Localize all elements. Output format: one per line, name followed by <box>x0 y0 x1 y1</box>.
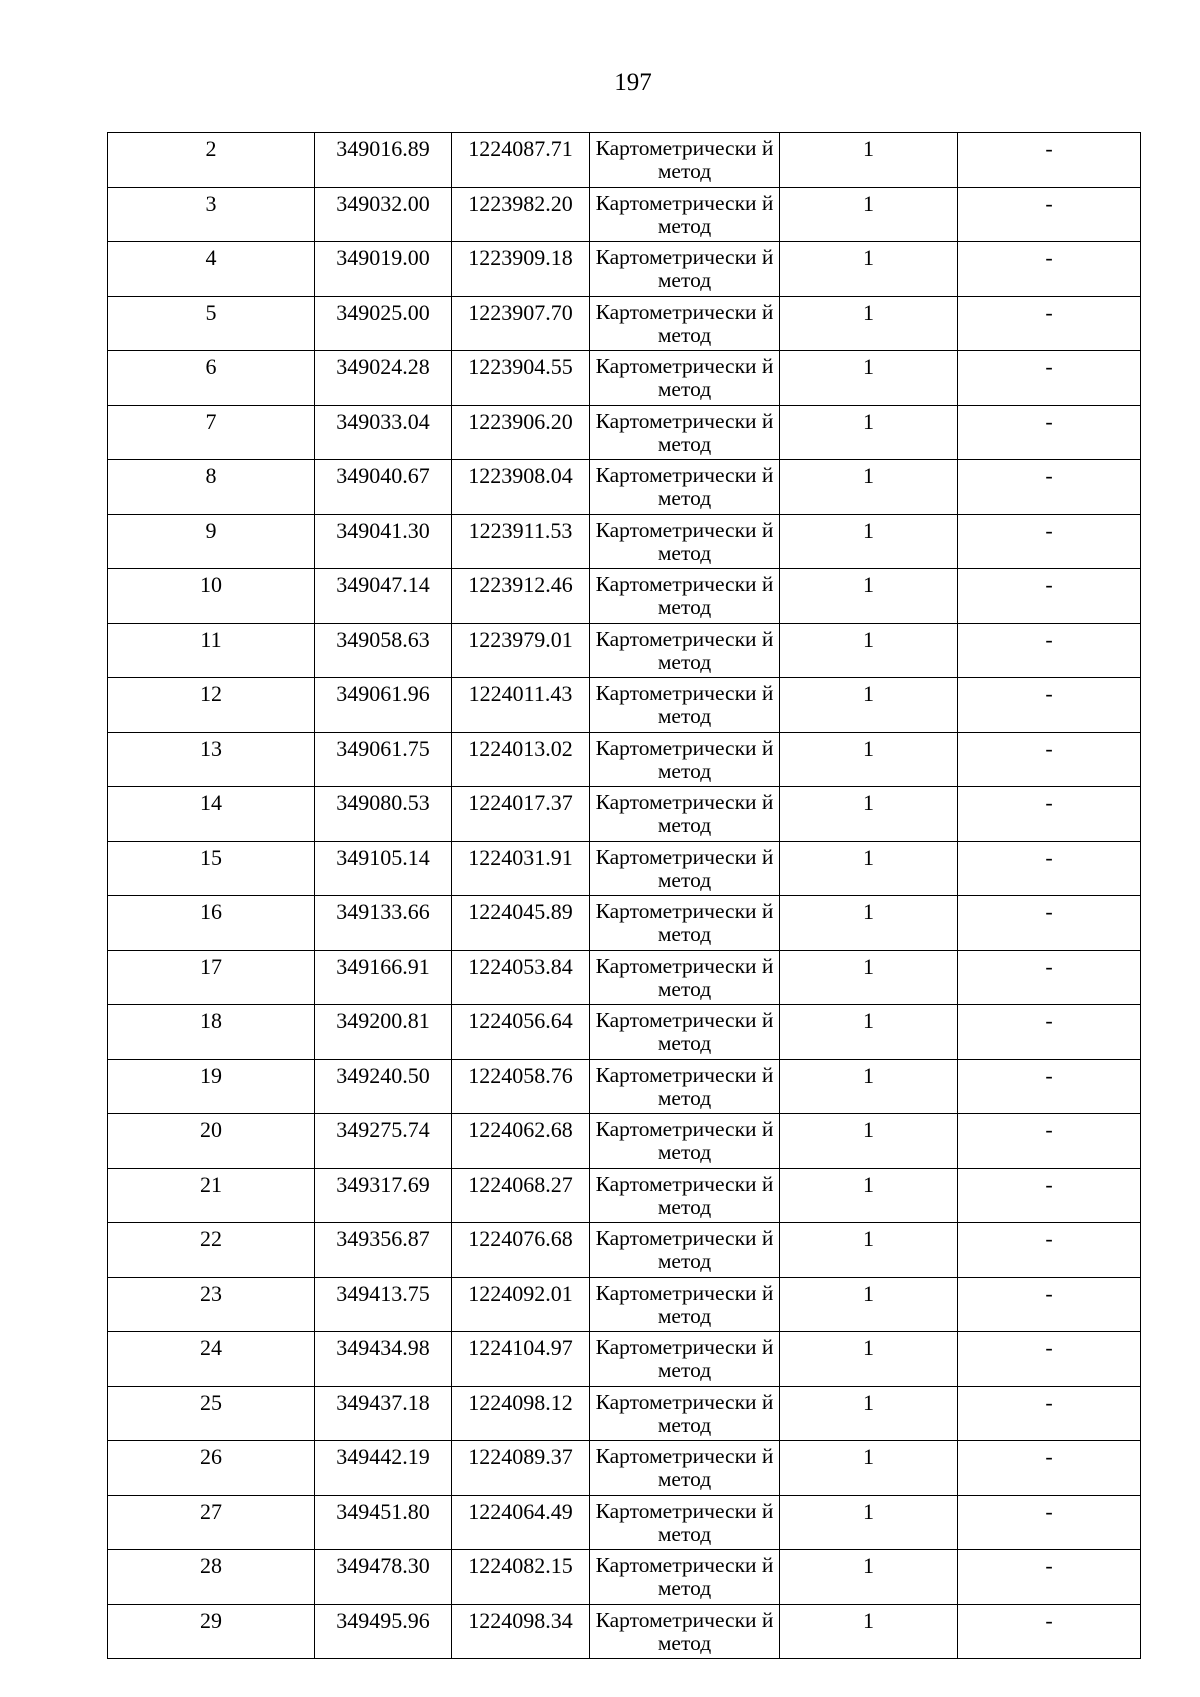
table-row <box>108 1441 1141 1496</box>
point-number-cell: 26 <box>108 1441 315 1496</box>
note-cell: - <box>958 1550 1141 1605</box>
y-coordinate-cell: 1224076.68 <box>452 1223 590 1278</box>
note-cell: - <box>958 787 1141 842</box>
x-coordinate-cell: 349025.00 <box>315 296 452 351</box>
method-cell: Картометрически й метод <box>590 514 780 569</box>
x-coordinate-cell: 349451.80 <box>315 1495 452 1550</box>
note-cell: - <box>958 1332 1141 1387</box>
accuracy-cell: 1 <box>780 1495 958 1550</box>
x-coordinate-cell: 349200.81 <box>315 1005 452 1060</box>
accuracy-cell: 1 <box>780 1168 958 1223</box>
note-cell: - <box>958 1114 1141 1169</box>
point-number-cell: 9 <box>108 514 315 569</box>
table-row <box>108 1604 1141 1659</box>
method-cell: Картометрически й метод <box>590 623 780 678</box>
point-number-cell: 29 <box>108 1604 315 1659</box>
coordinates-table <box>107 132 1141 1659</box>
y-coordinate-cell: 1224058.76 <box>452 1059 590 1114</box>
note-cell: - <box>958 296 1141 351</box>
accuracy-cell: 1 <box>780 623 958 678</box>
x-coordinate-cell: 349041.30 <box>315 514 452 569</box>
point-number-cell: 2 <box>108 133 315 188</box>
x-coordinate-cell: 349434.98 <box>315 1332 452 1387</box>
table-row <box>108 1114 1141 1169</box>
point-number-cell: 19 <box>108 1059 315 1114</box>
note-cell: - <box>958 514 1141 569</box>
note-cell: - <box>958 1441 1141 1496</box>
method-cell: Картометрически й метод <box>590 950 780 1005</box>
y-coordinate-cell: 1224087.71 <box>452 133 590 188</box>
point-number-cell: 23 <box>108 1277 315 1332</box>
x-coordinate-cell: 349495.96 <box>315 1604 452 1659</box>
x-coordinate-cell: 349105.14 <box>315 841 452 896</box>
note-cell: - <box>958 569 1141 624</box>
x-coordinate-cell: 349133.66 <box>315 896 452 951</box>
table-row <box>108 1277 1141 1332</box>
table-row <box>108 950 1141 1005</box>
y-coordinate-cell: 1223904.55 <box>452 351 590 406</box>
note-cell: - <box>958 841 1141 896</box>
point-number-cell: 12 <box>108 678 315 733</box>
point-number-cell: 25 <box>108 1386 315 1441</box>
point-number-cell: 11 <box>108 623 315 678</box>
page-number: 197 <box>614 69 652 96</box>
method-cell: Картометрически й метод <box>590 133 780 188</box>
table-row <box>108 841 1141 896</box>
method-cell: Картометрически й метод <box>590 841 780 896</box>
x-coordinate-cell: 349275.74 <box>315 1114 452 1169</box>
table-row <box>108 732 1141 787</box>
note-cell: - <box>958 1386 1141 1441</box>
table-row <box>108 133 1141 188</box>
y-coordinate-cell: 1224089.37 <box>452 1441 590 1496</box>
table-row <box>108 1168 1141 1223</box>
y-coordinate-cell: 1224011.43 <box>452 678 590 733</box>
note-cell: - <box>958 1277 1141 1332</box>
y-coordinate-cell: 1224031.91 <box>452 841 590 896</box>
table-row <box>108 787 1141 842</box>
table-row <box>108 1059 1141 1114</box>
y-coordinate-cell: 1223979.01 <box>452 623 590 678</box>
note-cell: - <box>958 623 1141 678</box>
accuracy-cell: 1 <box>780 296 958 351</box>
note-cell: - <box>958 1059 1141 1114</box>
x-coordinate-cell: 349016.89 <box>315 133 452 188</box>
accuracy-cell: 1 <box>780 1005 958 1060</box>
note-cell: - <box>958 1168 1141 1223</box>
method-cell: Картометрически й метод <box>590 1332 780 1387</box>
accuracy-cell: 1 <box>780 1059 958 1114</box>
note-cell: - <box>958 460 1141 515</box>
method-cell: Картометрически й метод <box>590 1386 780 1441</box>
point-number-cell: 8 <box>108 460 315 515</box>
note-cell: - <box>958 242 1141 297</box>
point-number-cell: 13 <box>108 732 315 787</box>
table-row <box>108 623 1141 678</box>
x-coordinate-cell: 349019.00 <box>315 242 452 297</box>
point-number-cell: 18 <box>108 1005 315 1060</box>
accuracy-cell: 1 <box>780 187 958 242</box>
y-coordinate-cell: 1224053.84 <box>452 950 590 1005</box>
x-coordinate-cell: 349166.91 <box>315 950 452 1005</box>
x-coordinate-cell: 349317.69 <box>315 1168 452 1223</box>
point-number-cell: 17 <box>108 950 315 1005</box>
table-row <box>108 242 1141 297</box>
x-coordinate-cell: 349033.04 <box>315 405 452 460</box>
note-cell: - <box>958 950 1141 1005</box>
method-cell: Картометрически й метод <box>590 242 780 297</box>
method-cell: Картометрически й метод <box>590 1059 780 1114</box>
y-coordinate-cell: 1223907.70 <box>452 296 590 351</box>
x-coordinate-cell: 349356.87 <box>315 1223 452 1278</box>
table-row <box>108 1223 1141 1278</box>
table-row <box>108 1005 1141 1060</box>
method-cell: Картометрически й метод <box>590 296 780 351</box>
y-coordinate-cell: 1224056.64 <box>452 1005 590 1060</box>
table-row <box>108 1550 1141 1605</box>
accuracy-cell: 1 <box>780 732 958 787</box>
y-coordinate-cell: 1224082.15 <box>452 1550 590 1605</box>
table-row <box>108 1332 1141 1387</box>
x-coordinate-cell: 349040.67 <box>315 460 452 515</box>
method-cell: Картометрически й метод <box>590 405 780 460</box>
x-coordinate-cell: 349437.18 <box>315 1386 452 1441</box>
accuracy-cell: 1 <box>780 242 958 297</box>
method-cell: Картометрически й метод <box>590 1495 780 1550</box>
x-coordinate-cell: 349061.75 <box>315 732 452 787</box>
method-cell: Картометрически й метод <box>590 1168 780 1223</box>
note-cell: - <box>958 351 1141 406</box>
method-cell: Картометрически й метод <box>590 1277 780 1332</box>
y-coordinate-cell: 1224098.34 <box>452 1604 590 1659</box>
point-number-cell: 3 <box>108 187 315 242</box>
accuracy-cell: 1 <box>780 133 958 188</box>
y-coordinate-cell: 1224017.37 <box>452 787 590 842</box>
table-row <box>108 460 1141 515</box>
y-coordinate-cell: 1223982.20 <box>452 187 590 242</box>
accuracy-cell: 1 <box>780 1223 958 1278</box>
note-cell: - <box>958 1495 1141 1550</box>
accuracy-cell: 1 <box>780 1277 958 1332</box>
accuracy-cell: 1 <box>780 569 958 624</box>
table-row <box>108 896 1141 951</box>
note-cell: - <box>958 1005 1141 1060</box>
x-coordinate-cell: 349478.30 <box>315 1550 452 1605</box>
accuracy-cell: 1 <box>780 841 958 896</box>
y-coordinate-cell: 1224092.01 <box>452 1277 590 1332</box>
point-number-cell: 15 <box>108 841 315 896</box>
y-coordinate-cell: 1223906.20 <box>452 405 590 460</box>
x-coordinate-cell: 349413.75 <box>315 1277 452 1332</box>
x-coordinate-cell: 349024.28 <box>315 351 452 406</box>
accuracy-cell: 1 <box>780 1386 958 1441</box>
table-row <box>108 678 1141 733</box>
point-number-cell: 16 <box>108 896 315 951</box>
point-number-cell: 22 <box>108 1223 315 1278</box>
accuracy-cell: 1 <box>780 950 958 1005</box>
y-coordinate-cell: 1223912.46 <box>452 569 590 624</box>
point-number-cell: 24 <box>108 1332 315 1387</box>
method-cell: Картометрически й метод <box>590 1005 780 1060</box>
method-cell: Картометрически й метод <box>590 896 780 951</box>
point-number-cell: 5 <box>108 296 315 351</box>
note-cell: - <box>958 896 1141 951</box>
method-cell: Картометрически й метод <box>590 569 780 624</box>
note-cell: - <box>958 133 1141 188</box>
accuracy-cell: 1 <box>780 678 958 733</box>
method-cell: Картометрически й метод <box>590 1604 780 1659</box>
method-cell: Картометрически й метод <box>590 1441 780 1496</box>
table-row <box>108 1495 1141 1550</box>
y-coordinate-cell: 1224045.89 <box>452 896 590 951</box>
point-number-cell: 4 <box>108 242 315 297</box>
accuracy-cell: 1 <box>780 405 958 460</box>
y-coordinate-cell: 1224062.68 <box>452 1114 590 1169</box>
point-number-cell: 20 <box>108 1114 315 1169</box>
x-coordinate-cell: 349240.50 <box>315 1059 452 1114</box>
method-cell: Картометрически й метод <box>590 1550 780 1605</box>
y-coordinate-cell: 1224098.12 <box>452 1386 590 1441</box>
y-coordinate-cell: 1223911.53 <box>452 514 590 569</box>
table-row <box>108 187 1141 242</box>
point-number-cell: 14 <box>108 787 315 842</box>
table-row <box>108 514 1141 569</box>
accuracy-cell: 1 <box>780 1441 958 1496</box>
x-coordinate-cell: 349061.96 <box>315 678 452 733</box>
coordinates-table-body <box>108 133 1141 1659</box>
table-row <box>108 569 1141 624</box>
note-cell: - <box>958 187 1141 242</box>
method-cell: Картометрически й метод <box>590 351 780 406</box>
note-cell: - <box>958 1604 1141 1659</box>
accuracy-cell: 1 <box>780 351 958 406</box>
method-cell: Картометрически й метод <box>590 732 780 787</box>
method-cell: Картометрически й метод <box>590 1223 780 1278</box>
x-coordinate-cell: 349080.53 <box>315 787 452 842</box>
method-cell: Картометрически й метод <box>590 787 780 842</box>
point-number-cell: 28 <box>108 1550 315 1605</box>
y-coordinate-cell: 1224013.02 <box>452 732 590 787</box>
point-number-cell: 6 <box>108 351 315 406</box>
accuracy-cell: 1 <box>780 1114 958 1169</box>
y-coordinate-cell: 1223908.04 <box>452 460 590 515</box>
note-cell: - <box>958 678 1141 733</box>
y-coordinate-cell: 1223909.18 <box>452 242 590 297</box>
accuracy-cell: 1 <box>780 1332 958 1387</box>
note-cell: - <box>958 405 1141 460</box>
table-row <box>108 296 1141 351</box>
accuracy-cell: 1 <box>780 514 958 569</box>
x-coordinate-cell: 349442.19 <box>315 1441 452 1496</box>
x-coordinate-cell: 349032.00 <box>315 187 452 242</box>
note-cell: - <box>958 1223 1141 1278</box>
accuracy-cell: 1 <box>780 1550 958 1605</box>
method-cell: Картометрически й метод <box>590 187 780 242</box>
accuracy-cell: 1 <box>780 1604 958 1659</box>
method-cell: Картометрически й метод <box>590 460 780 515</box>
y-coordinate-cell: 1224104.97 <box>452 1332 590 1387</box>
accuracy-cell: 1 <box>780 460 958 515</box>
accuracy-cell: 1 <box>780 896 958 951</box>
x-coordinate-cell: 349058.63 <box>315 623 452 678</box>
table-row <box>108 405 1141 460</box>
point-number-cell: 7 <box>108 405 315 460</box>
x-coordinate-cell: 349047.14 <box>315 569 452 624</box>
table-row <box>108 351 1141 406</box>
note-cell: - <box>958 732 1141 787</box>
point-number-cell: 21 <box>108 1168 315 1223</box>
method-cell: Картометрически й метод <box>590 1114 780 1169</box>
point-number-cell: 27 <box>108 1495 315 1550</box>
method-cell: Картометрически й метод <box>590 678 780 733</box>
y-coordinate-cell: 1224068.27 <box>452 1168 590 1223</box>
point-number-cell: 10 <box>108 569 315 624</box>
y-coordinate-cell: 1224064.49 <box>452 1495 590 1550</box>
accuracy-cell: 1 <box>780 787 958 842</box>
table-row <box>108 1386 1141 1441</box>
